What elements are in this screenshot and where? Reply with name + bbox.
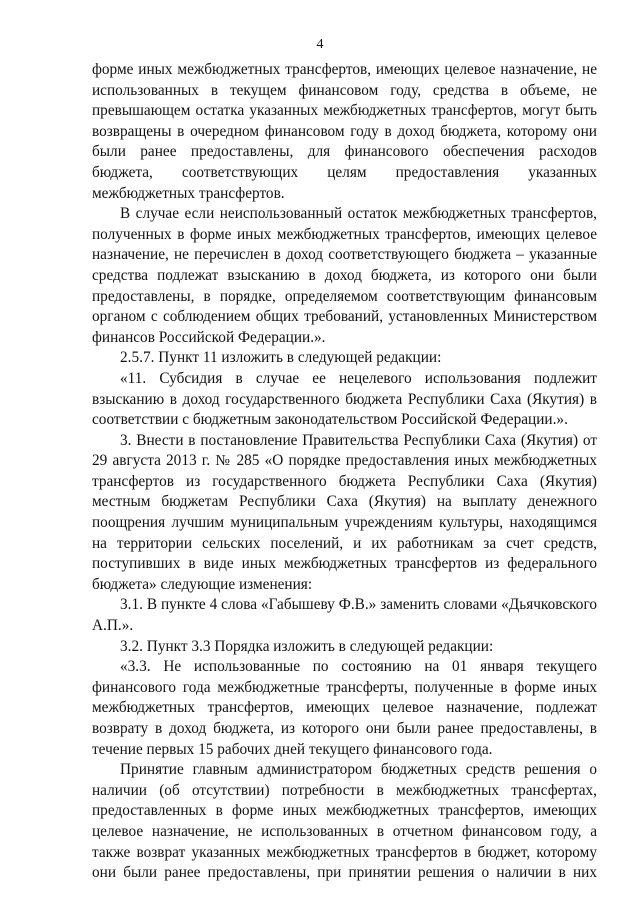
- page-number: 4: [316, 37, 324, 52]
- paragraph-point-11: «11. Субсидия в случае ее нецелевого использования подлежит взысканию в доход государственного бюджета Республики Саха (Якутия) в соответствии с бюджетным законодательством Российской Федерации.».: [92, 369, 597, 429]
- document-body: [92, 60, 597, 884]
- paragraph-item-3-2: 3.2. Пункт 3.3 Порядка изложить в следующей редакции:: [120, 637, 494, 655]
- paragraph-unused-remainder: В случае если неиспользованный остаток межбюджетных трансфертов, полученных в форме иных межбюджетных трансфертов, имеющих целевое назначение, не перечислен в доход соответствующего бюджета – указанные средства подлежат взысканию в доход бюджета, из которого они были предоставлены, в порядке, определяемом соответствующим финансовым органом с соблюдением общих требований, установленных Министерством финансов Российской Федерации.».: [92, 205, 597, 346]
- paragraph-decision: Принятие главным администратором бюджетных средств решения о наличии (об отсутствии) потребности в межбюджетных трансфертах, предоставленных в форме иных межбюджетных трансфертов, имеющих целевое назначение, не использованных в отчетном финансовом году, а также возврат указанных межбюджетных трансфертов в бюджет, которому они были ранее предоставлены, при принятии решения о наличии в них: [92, 761, 597, 882]
- paragraph-continuation: форме иных межбюджетных трансфертов, имеющих целевое назначение, не использованных в текущем финансовом году, средства в объеме, не превышающем остатка указанных межбюджетных трансфертов, могут быть возвращены в очередном финансовом году в доход бюджета, которому они были ранее предоставлены, для финансового обеспечения расходов бюджета, соответствующих целям предоставления указанных межбюджетных трансфертов.: [92, 61, 597, 202]
- paragraph-item-3-1: 3.1. В пункте 4 слова «Габышеву Ф.В.» заменить словами «Дьячковского А.П.».: [92, 596, 597, 635]
- paragraph-item-2-5-7: 2.5.7. Пункт 11 изложить в следующей редакции:: [120, 349, 442, 367]
- paragraph-item-3: 3. Внести в постановление Правительства Республики Саха (Якутия) от 29 августа 2013 г. № 285 «О порядке предоставления иных межбюджетных трансфертов из государственного бюджета Республики Саха (Якутия) местным бюджетам Республики Саха (Якутия) на выплату денежного поощрения лучшим муниципальным учреждениям культуры, находящимся на территории сельских поселений, и их работникам за счет средств, поступивших в виде иных межбюджетных трансфертов из федерального бюджета» следующие изменения:: [92, 431, 597, 593]
- paragraph-point-3-3: «3.3. Не использованные по состоянию на 01 января текущего финансового года межбюджетные трансферты, полученные в форме иных межбюджетных трансфертов, имеющих целевое назначение, подлежат возврату в доход бюджета, из которого они были ранее предоставлены, в течение первых 15 рабочих дней текущего финансового года.: [92, 658, 597, 758]
